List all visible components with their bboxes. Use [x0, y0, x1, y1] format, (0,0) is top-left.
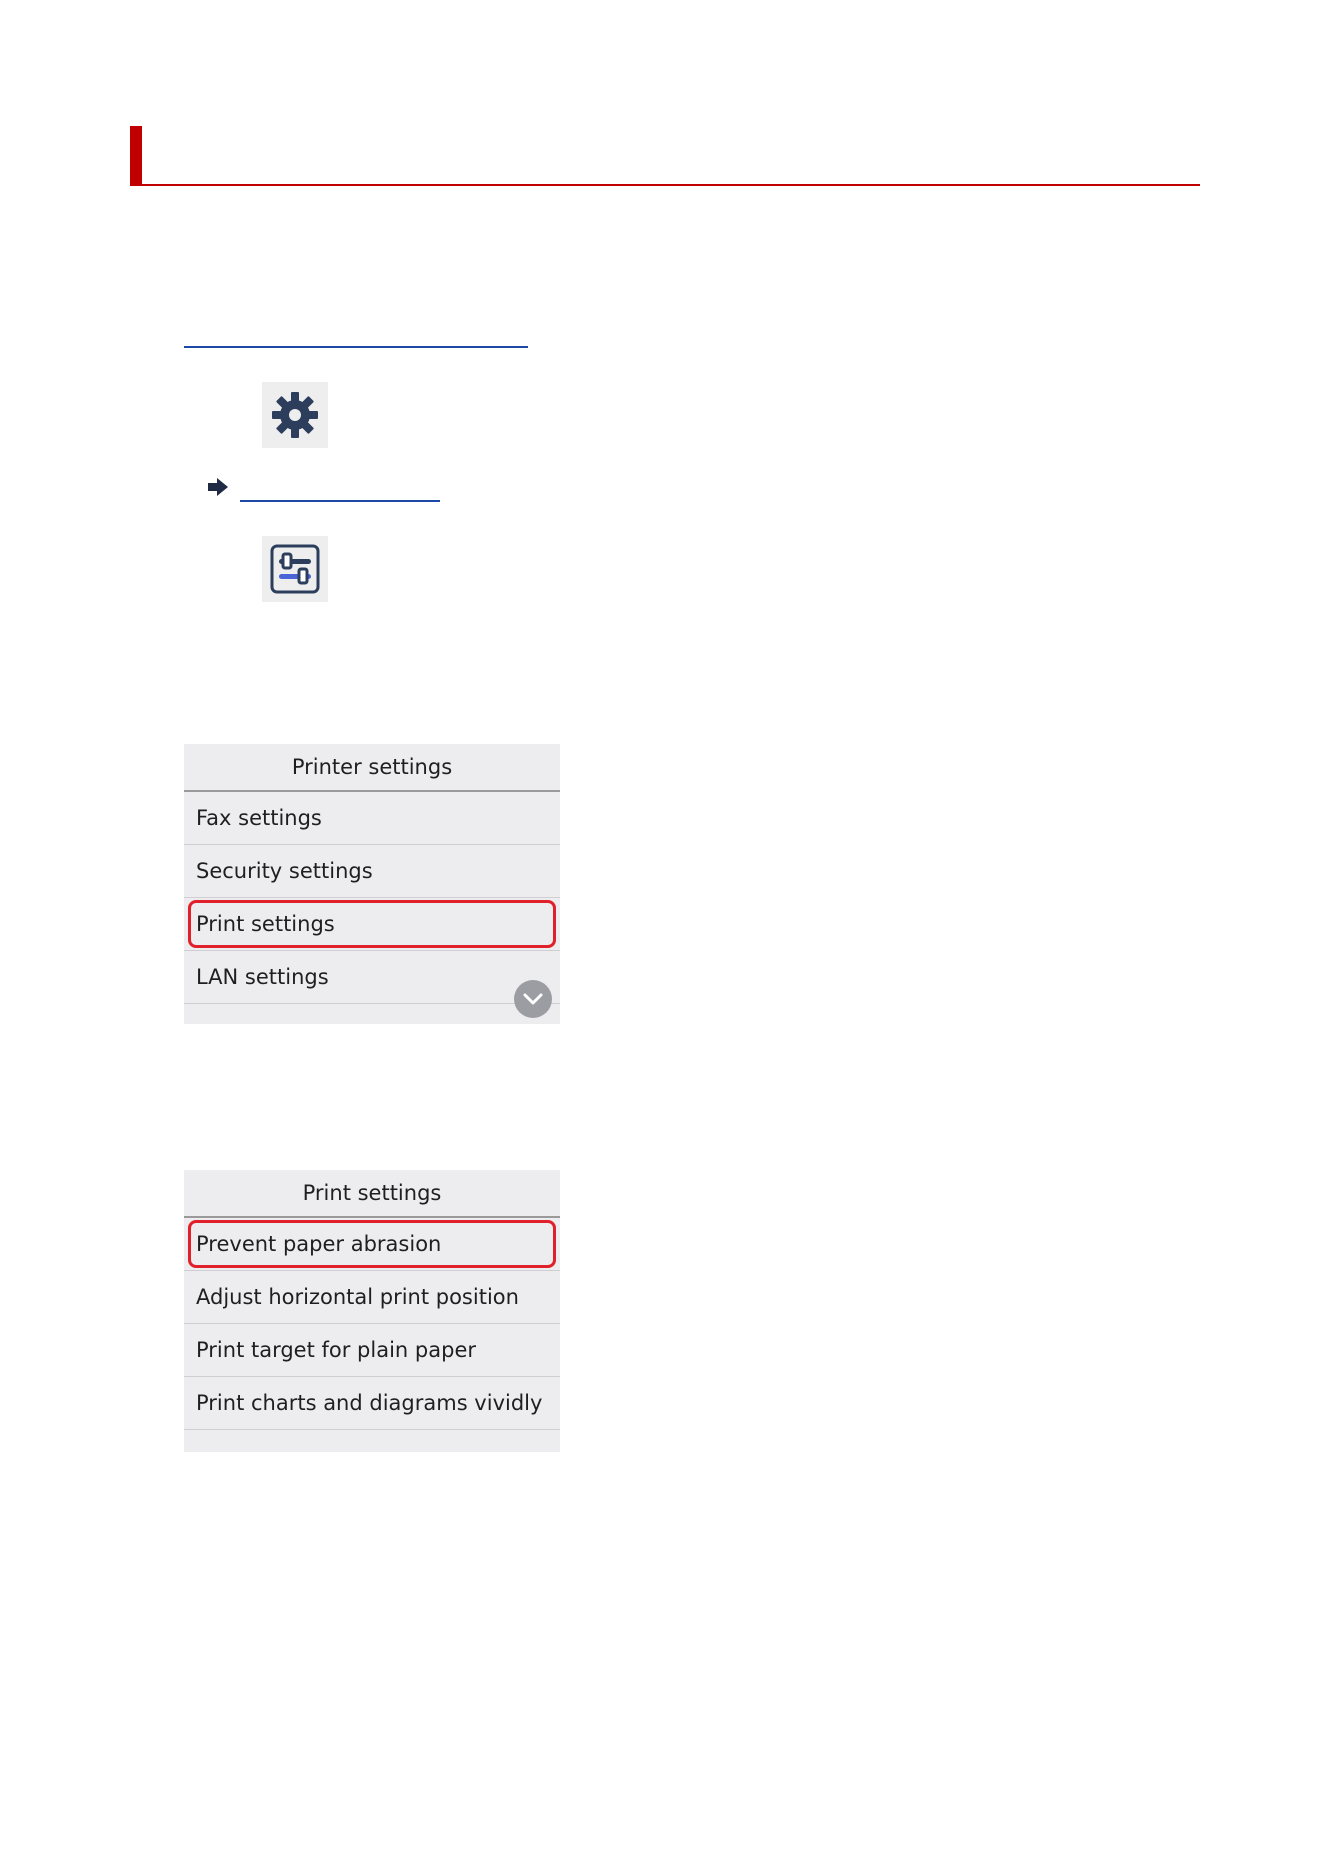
- menu-item-label: Fax settings: [196, 806, 322, 830]
- panel-title: Print settings: [184, 1170, 560, 1218]
- setup-gear-tile: [262, 382, 328, 448]
- menu-item-adjust-horizontal-print-position[interactable]: [184, 1271, 560, 1324]
- menu-item-label: LAN settings: [196, 965, 329, 989]
- sliders-icon: [270, 544, 320, 594]
- printer-settings-screen: [184, 744, 560, 1024]
- menu-item-prevent-paper-abrasion[interactable]: [184, 1218, 560, 1271]
- print-settings-screen: [184, 1170, 560, 1452]
- menu-item-print-settings[interactable]: [184, 898, 560, 951]
- panel-title: Printer settings: [184, 744, 560, 792]
- chevron-down-icon: [522, 992, 544, 1006]
- menu-item-print-charts-vividly[interactable]: [184, 1377, 560, 1430]
- reference-link[interactable]: [240, 472, 440, 502]
- heading-accent-bar: [130, 126, 142, 186]
- menu-item-label: Prevent paper abrasion: [196, 1232, 442, 1256]
- menu-item-label: Print charts and diagrams vividly: [196, 1391, 543, 1415]
- menu-item-fax-settings[interactable]: [184, 792, 560, 845]
- menu-item-label: Security settings: [196, 859, 373, 883]
- scroll-down-button[interactable]: [514, 980, 552, 1018]
- gear-icon: [270, 390, 320, 440]
- arrow-right-icon: [208, 478, 228, 496]
- device-settings-tile: [262, 536, 328, 602]
- heading-underline: [130, 184, 1200, 186]
- menu-item-lan-settings[interactable]: [184, 951, 560, 1004]
- menu-item-label: Adjust horizontal print position: [196, 1285, 519, 1309]
- menu-item-print-target-plain-paper[interactable]: [184, 1324, 560, 1377]
- home-screen-link[interactable]: [184, 318, 528, 348]
- menu-item-label: Print settings: [196, 912, 335, 936]
- menu-item-security-settings[interactable]: [184, 845, 560, 898]
- menu-item-label: Print target for plain paper: [196, 1338, 476, 1362]
